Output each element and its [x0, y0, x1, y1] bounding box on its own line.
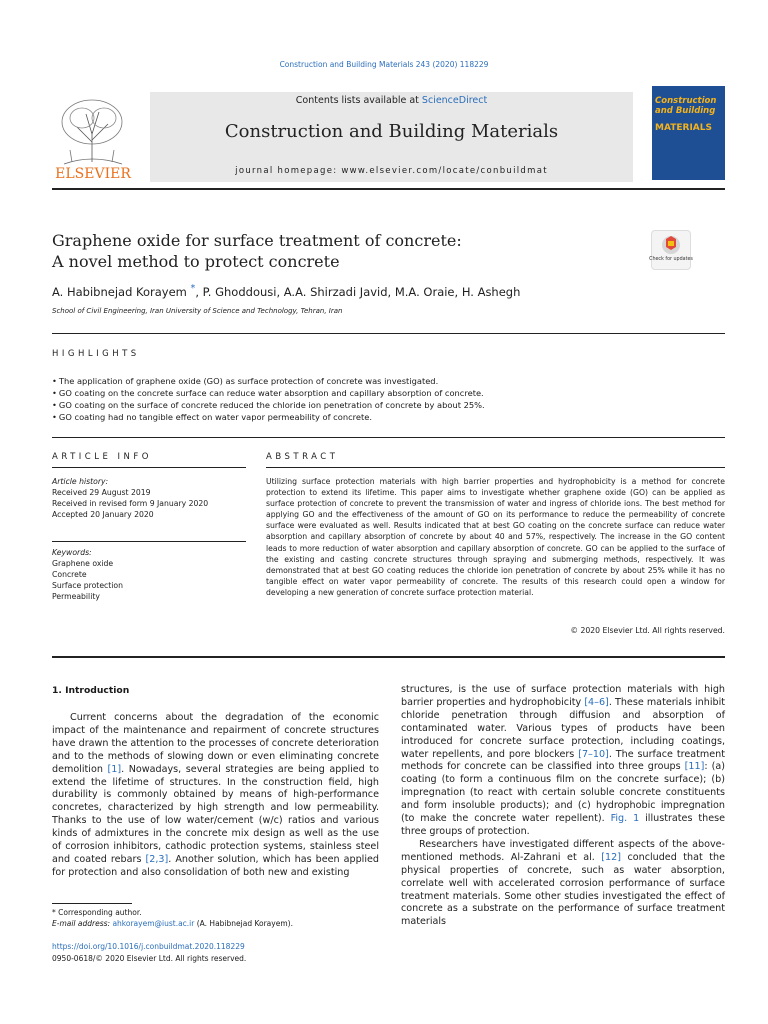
email-label: E-mail address: [52, 919, 113, 928]
title-line-2: A novel method to protect concrete [52, 252, 340, 271]
footnote-mark: * [52, 908, 56, 917]
highlights-list [52, 375, 725, 423]
history-revised: Received in revised form 9 January 2020 [52, 499, 209, 508]
history-received: Received 29 August 2019 [52, 488, 151, 497]
body-text: illustrates these three groups of protection. [401, 813, 725, 837]
contents-line [150, 95, 633, 106]
section-heading-introduction: 1. Introduction [52, 685, 130, 696]
check-for-updates-button[interactable] [651, 230, 691, 270]
keyword: Concrete [52, 570, 87, 579]
elsevier-wordmark: ELSEVIER [55, 166, 131, 182]
first-author: A. Habibnejad Korayem [52, 284, 187, 299]
elsevier-logo [52, 92, 134, 180]
history-accepted: Accepted 20 January 2020 [52, 510, 154, 519]
journal-homepage[interactable]: journal homepage: www.elsevier.com/locate/conbuildmat [235, 166, 548, 176]
body-text: . Another solution, which has been applied for protection and also consolidation of both new and existing [52, 853, 379, 878]
abstract-text: Utilizing surface protection materials with high barrier properties and hydrophobicity is a method for concrete protection to extend its lifetime. This paper aims to investigate whether graphene oxide (GO) can be applied as surface protection of concrete to prevent the transmission of water and ingress of chloride ions. The best method for applying GO and the effectiveness of the amount of GO on its performance to reduce the permeability of concrete surface were evaluated as well. Results indicated that at best GO coating on the concrete surface can reduce water absorption and capillary absorption of concrete by about 40 and 57%, respectively. The increase in the GO content leads to more reduction of water absorption and capillary absorption of concrete. GO can be applied to the surface of the existing and casting concrete structures through spraying and submerging methods, respectively. It was demonstrated that at best GO coating reduces the chloride ion penetration of concrete by about 25% while it has no tangible effect on water vapor permeability of concrete. The results of this research could open a window for developing a new generation of concrete surface protection material. [266, 477, 725, 597]
journal-reference[interactable]: Construction and Building Materials 243 (2020) 118229 [279, 60, 489, 69]
email-link[interactable]: ahkorayem@iust.ac.ir [112, 919, 195, 928]
divider [266, 467, 725, 468]
divider [52, 541, 246, 542]
body-text: : (a) coating (to form a continuous film on the concrete surface); (b) impregnation (to react with certain soluble concrete constituents and form insoluble products); and (c) hydrophobic impregnation (to make the concrete water repellent). [401, 761, 725, 825]
corresponding-author-note [52, 907, 382, 918]
doi-link[interactable]: https://doi.org/10.1016/j.conbuildmat.2020.118229 [52, 942, 245, 951]
corresponding-author-mark[interactable]: * [190, 283, 196, 294]
body-paragraph [401, 684, 725, 839]
paper-title [52, 230, 612, 272]
email-note [52, 918, 382, 929]
body-paragraph [401, 839, 725, 929]
cover-subtitle: MATERIALS [655, 123, 712, 133]
title-line-1: Graphene oxide for surface treatment of concrete: [52, 231, 462, 250]
citation-link[interactable]: [2,3] [145, 853, 169, 865]
citation-link[interactable]: [1] [107, 763, 122, 775]
email-owner: (A. Habibnejad Korayem). [194, 919, 293, 928]
body-text: . Nowadays, several strategies are being applied to extend the lifetime of structures. In the construction field, high durability is commonly obtained by means of high-performance concretes, characterized by high strength and low permeability. Thanks to the use of low water/cement (w/c) ratios and various kinds of admixtures in the concrete mix design as well as the use of corrosion inhibitors, cathodic protection systems, stainless steel and coated rebars [52, 763, 380, 865]
check-updates-label: Check for updates [649, 257, 693, 262]
highlight-item: • The application of graphene oxide (GO) as surface protection of concrete was investigated. [52, 375, 725, 387]
affiliation: School of Civil Engineering, Iran University of Science and Technology, Tehran, Iran [52, 307, 343, 315]
keyword: Graphene oxide [52, 559, 114, 568]
abstract-copyright: © 2020 Elsevier Ltd. All rights reserved. [570, 626, 725, 635]
history-label: Article history: [52, 477, 109, 486]
citation-link[interactable]: [11] [684, 761, 705, 773]
author-list [52, 283, 712, 299]
article-history [52, 476, 246, 520]
body-text: Researchers have investigated different aspects of the above-mentioned methods. Al-Zahrani et al. [401, 838, 725, 863]
keyword: Permeability [52, 592, 100, 601]
body-text: concluded that the physical properties of concrete, such as water absorption, correlate well with accelerated corrosion performance of surface treatment materials. Some other studies investigated the effect of concrete as a substrate on the performance of surface treatment materials [401, 851, 725, 928]
body-text: Current concerns about the degradation of the economic impact of the maintenance and repairment of concrete structures have drawn the attention to the processes of concrete deterioration and to the methods of slowing down or even eliminating concrete demolition [52, 712, 379, 775]
footnote-text: Corresponding author. [55, 908, 142, 917]
abstract-heading: ABSTRACT [266, 452, 339, 462]
journal-title: Construction and Building Materials [224, 121, 559, 142]
highlights-heading: HIGHLIGHTS [52, 349, 140, 359]
body-text: . These materials inhibit chloride penetration through diffusion and absorption of contaminated water. Various types of products have been introduced for concrete surface protection, including coatings, water repellents, and pore blockers [401, 696, 726, 760]
highlight-item: • GO coating had no tangible effect on water vapor permeability of concrete. [52, 411, 725, 423]
keyword: Surface protection [52, 581, 124, 590]
keywords-label: Keywords: [52, 548, 92, 557]
check-updates-icon [649, 231, 693, 269]
co-authors: , P. Ghoddousi, A.A. Shirzadi Javid, M.A. Oraie, H. Ashegh [195, 284, 521, 299]
body-column-right [401, 684, 725, 929]
body-text: structures, is the use of surface protection materials with high barrier properties and hydrophobicity [401, 684, 725, 708]
citation-link[interactable]: [7–10] [578, 748, 609, 760]
divider [52, 656, 725, 658]
highlight-item: • GO coating on the surface of concrete reduced the chloride ion penetration of concrete by about 25%. [52, 399, 725, 411]
citation-link[interactable]: [12] [601, 851, 621, 863]
journal-cover-image[interactable] [652, 86, 725, 180]
issn-copyright: 0950-0618/© 2020 Elsevier Ltd. All rights reserved. [52, 954, 247, 963]
body-text: . The surface treatment methods for concrete can be classified into three groups [401, 748, 725, 773]
divider [52, 467, 246, 468]
sciencedirect-link[interactable]: ScienceDirect [421, 95, 488, 106]
body-column-left [52, 712, 379, 880]
citation-link[interactable]: [4–6] [584, 696, 609, 708]
cover-title: Construction and Building [655, 96, 717, 116]
header-divider [52, 188, 725, 190]
footnote-divider [52, 903, 132, 904]
keywords [52, 547, 246, 602]
highlight-item: • GO coating on the concrete surface can reduce water absorption and capillary absorption of concrete. [52, 387, 725, 399]
divider [52, 333, 725, 334]
divider [52, 437, 725, 438]
article-info-heading: ARTICLE INFO [52, 452, 152, 462]
citation-link[interactable]: Fig. 1 [610, 813, 640, 825]
footnote [52, 907, 382, 929]
contents-prefix: Contents lists available at [295, 95, 422, 106]
